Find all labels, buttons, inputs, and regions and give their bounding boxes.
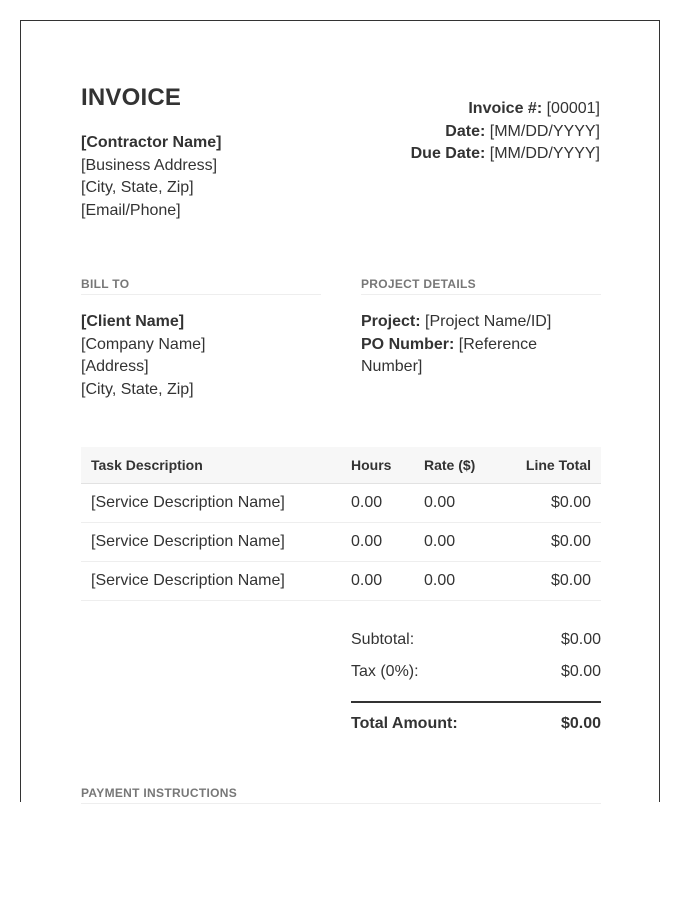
table-row: [81, 523, 601, 562]
table-row: [81, 484, 601, 523]
payment-instructions-heading: PAYMENT INSTRUCTIONS: [81, 786, 601, 804]
total-amount-value: $0.00: [560, 715, 601, 732]
subtotal-label: Subtotal:: [351, 631, 415, 648]
invoice-due-value: [MM/DD/YYYY]: [489, 145, 600, 162]
row-line-total: $0.00: [501, 562, 601, 601]
subtotal-value: $0.00: [560, 631, 601, 648]
invoice-date-line: [411, 121, 600, 144]
row-description: [Service Description Name]: [81, 562, 341, 601]
project-value: [Project Name/ID]: [425, 313, 552, 330]
client-company: [Company Name]: [81, 335, 206, 353]
contractor-address: [Business Address]: [81, 156, 218, 174]
row-rate: 0.00: [414, 562, 501, 601]
invoice-due-label: Due Date:: [410, 145, 486, 162]
invoice-sheet: [20, 20, 660, 802]
invoice-due-line: [411, 143, 600, 166]
bill-to-heading: BILL TO: [81, 277, 321, 295]
po-value: [Reference Number]: [361, 335, 538, 375]
table-row: [81, 562, 601, 601]
row-description: [Service Description Name]: [81, 523, 341, 562]
project-details-heading: PROJECT DETAILS: [361, 277, 601, 295]
client-city: [City, State, Zip]: [81, 380, 194, 398]
contractor-contact: [Email/Phone]: [81, 201, 181, 219]
invoice-number-value: [00001]: [546, 100, 600, 117]
contractor-name: [Contractor Name]: [81, 134, 222, 151]
totals-block: [351, 624, 601, 740]
project-details-block: [361, 311, 581, 379]
project-line: [361, 311, 581, 334]
po-line: [361, 334, 581, 379]
col-header-hours: Hours: [341, 447, 414, 484]
row-rate: 0.00: [414, 523, 501, 562]
contractor-city: [City, State, Zip]: [81, 179, 194, 196]
project-label: Project:: [361, 313, 421, 330]
client-name: [Client Name]: [81, 313, 185, 330]
row-line-total: $0.00: [501, 523, 601, 562]
contractor-block: [81, 132, 221, 222]
bill-to-block: [81, 311, 206, 401]
invoice-number-label: Invoice #:: [468, 100, 543, 117]
invoice-date-label: Date:: [445, 122, 486, 140]
invoice-number-line: [411, 98, 600, 121]
row-hours: 0.00: [341, 562, 414, 601]
total-amount-row: [351, 701, 601, 740]
row-line-total: $0.00: [501, 484, 601, 523]
row-rate: 0.00: [414, 484, 501, 523]
po-label: PO Number:: [361, 335, 455, 353]
col-header-rate: Rate ($): [414, 447, 501, 484]
client-address: [Address]: [81, 358, 149, 375]
tax-value: $0.00: [560, 663, 601, 680]
col-header-description: Task Description: [81, 447, 341, 484]
tax-label: Tax (0%):: [351, 663, 419, 680]
total-amount-label: Total Amount:: [351, 715, 458, 732]
row-hours: 0.00: [341, 484, 414, 523]
row-description: [Service Description Name]: [81, 484, 341, 523]
subtotal-row: [351, 624, 601, 656]
col-header-line-total: Line Total: [501, 447, 601, 484]
invoice-title: INVOICE: [81, 84, 182, 111]
invoice-meta: [411, 98, 600, 166]
invoice-date-value: [MM/DD/YYYY]: [489, 122, 600, 140]
row-hours: 0.00: [341, 523, 414, 562]
table-header-row: [81, 447, 601, 484]
tax-row: [351, 656, 601, 688]
line-items-table: [81, 447, 601, 601]
